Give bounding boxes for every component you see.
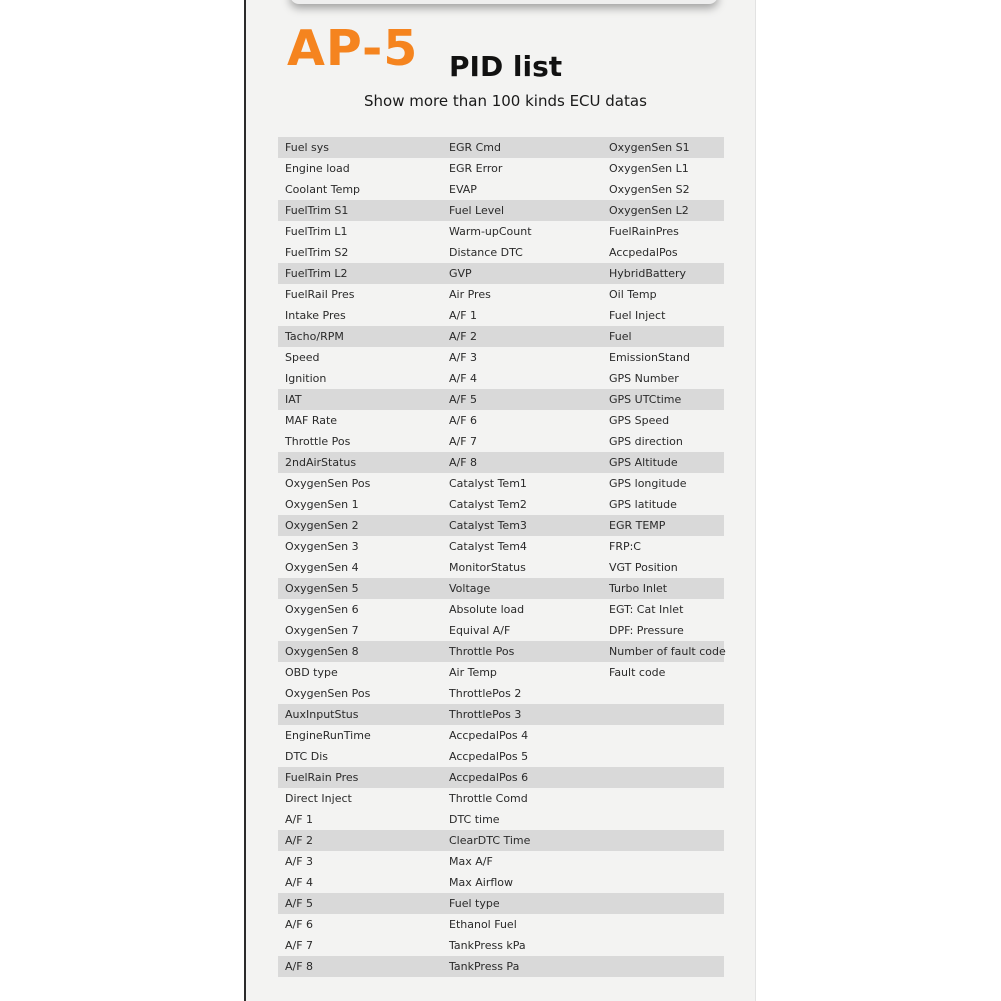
pid-cell-col1: A/F 1 (285, 813, 314, 826)
pid-cell-col3: OxygenSen S2 (609, 183, 690, 196)
pid-row (278, 452, 724, 473)
pid-row (278, 830, 724, 851)
pid-row (278, 221, 724, 242)
pid-cell-col2: Equival A/F (449, 624, 511, 637)
pid-cell-col2: A/F 3 (449, 351, 478, 364)
pid-cell-col1: FuelTrim L2 (285, 267, 348, 280)
pid-cell-col1: OxygenSen 5 (285, 582, 359, 595)
pid-row (278, 851, 724, 872)
pid-cell-col2: A/F 5 (449, 393, 478, 406)
pid-cell-col2: Voltage (449, 582, 491, 595)
pid-row (278, 284, 724, 305)
pid-cell-col2: AccpedalPos 5 (449, 750, 529, 763)
pid-cell-col3: GPS direction (609, 435, 683, 448)
pid-cell-col3: AccpedalPos (609, 246, 678, 259)
pid-cell-col1: OxygenSen 8 (285, 645, 359, 658)
pid-cell-col2: A/F 2 (449, 330, 478, 343)
pid-cell-col3: Turbo Inlet (609, 582, 668, 595)
page-title: PID list (449, 50, 563, 83)
pid-cell-col1: A/F 3 (285, 855, 314, 868)
pid-row (278, 137, 724, 158)
pid-cell-col1: OxygenSen 3 (285, 540, 359, 553)
pid-cell-col2: Air Temp (449, 666, 497, 679)
pid-row (278, 872, 724, 893)
pid-cell-col3: GPS latitude (609, 498, 677, 511)
pid-cell-col1: OxygenSen 2 (285, 519, 359, 532)
pid-cell-col1: FuelTrim S2 (285, 246, 349, 259)
pid-cell-col1: OxygenSen 1 (285, 498, 359, 511)
pid-row (278, 347, 724, 368)
pid-row (278, 704, 724, 725)
pid-row (278, 641, 724, 662)
pid-cell-col1: 2ndAirStatus (285, 456, 357, 469)
pid-cell-col2: Warm-upCount (449, 225, 532, 238)
pid-cell-col1: DTC Dis (285, 750, 328, 763)
pid-cell-col2: EGR Cmd (449, 141, 501, 154)
pid-cell-col2: AccpedalPos 6 (449, 771, 529, 784)
pid-cell-col3: OxygenSen S1 (609, 141, 690, 154)
pid-row (278, 305, 724, 326)
pid-cell-col2: Catalyst Tem3 (449, 519, 527, 532)
pid-cell-col2: ThrottlePos 3 (449, 708, 522, 721)
pid-cell-col1: FuelRail Pres (285, 288, 355, 301)
pid-cell-col3: HybridBattery (609, 267, 687, 280)
pid-cell-col1: FuelRain Pres (285, 771, 359, 784)
pid-row (278, 242, 724, 263)
pid-row (278, 200, 724, 221)
pid-row (278, 410, 724, 431)
pid-cell-col1: A/F 4 (285, 876, 314, 889)
pid-cell-col3: EGR TEMP (609, 519, 666, 532)
pid-cell-col2: AccpedalPos 4 (449, 729, 529, 742)
pid-cell-col3: EGT: Cat Inlet (609, 603, 684, 616)
pid-row (278, 536, 724, 557)
pid-row (278, 158, 724, 179)
pid-cell-col2: Throttle Comd (449, 792, 528, 805)
pid-cell-col2: Max Airflow (449, 876, 513, 889)
pid-cell-col1: A/F 7 (285, 939, 314, 952)
pid-cell-col2: GVP (449, 267, 472, 280)
pid-cell-col3: GPS longitude (609, 477, 687, 490)
pid-cell-col1: Engine load (285, 162, 350, 175)
pid-cell-col1: IAT (285, 393, 302, 406)
pid-cell-col1: A/F 5 (285, 897, 314, 910)
pid-cell-col3: EmissionStand (609, 351, 690, 364)
pid-cell-col3: OxygenSen L2 (609, 204, 689, 217)
pid-cell-col2: A/F 4 (449, 372, 478, 385)
pid-cell-col3: OxygenSen L1 (609, 162, 689, 175)
pid-cell-col2: A/F 8 (449, 456, 478, 469)
pid-cell-col2: MonitorStatus (449, 561, 526, 574)
pid-row (278, 956, 724, 977)
pid-cell-col1: Tacho/RPM (285, 330, 344, 343)
pid-cell-col1: A/F 8 (285, 960, 314, 973)
pid-cell-col2: DTC time (449, 813, 500, 826)
pid-cell-col3: Fault code (609, 666, 666, 679)
pid-row (278, 557, 724, 578)
pid-cell-col2: EVAP (449, 183, 477, 196)
pid-cell-col2: Catalyst Tem2 (449, 498, 527, 511)
pid-cell-col3: FuelRainPres (609, 225, 679, 238)
pid-cell-col3: Oil Temp (609, 288, 657, 301)
pid-cell-col2: A/F 6 (449, 414, 478, 427)
pid-cell-col1: OxygenSen Pos (285, 477, 371, 490)
pid-cell-col1: Ignition (285, 372, 327, 385)
page-subtitle: Show more than 100 kinds ECU datas (364, 92, 647, 110)
pid-cell-col1: A/F 2 (285, 834, 314, 847)
pid-cell-col3: Fuel Inject (609, 309, 666, 322)
pid-cell-col2: Fuel Level (449, 204, 505, 217)
pid-table (278, 137, 724, 977)
pid-cell-col1: Fuel sys (285, 141, 329, 154)
pid-cell-col1: OxygenSen Pos (285, 687, 371, 700)
pid-row (278, 914, 724, 935)
pid-row (278, 473, 724, 494)
pid-cell-col2: Catalyst Tem1 (449, 477, 527, 490)
pid-cell-col2: Fuel type (449, 897, 500, 910)
pid-cell-col3: DPF: Pressure (609, 624, 684, 637)
pid-cell-col2: Max A/F (449, 855, 493, 868)
pid-cell-col1: FuelTrim L1 (285, 225, 348, 238)
pid-cell-col1: Direct Inject (285, 792, 352, 805)
pid-row (278, 494, 724, 515)
pid-cell-col1: MAF Rate (285, 414, 338, 427)
pid-row (278, 599, 724, 620)
pid-cell-col2: ClearDTC Time (449, 834, 531, 847)
pid-cell-col2: EGR Error (449, 162, 503, 175)
pid-cell-col2: A/F 1 (449, 309, 478, 322)
pid-cell-col2: Catalyst Tem4 (449, 540, 527, 553)
brand-title: AP-5 (287, 20, 419, 77)
pid-row (278, 935, 724, 956)
pid-row (278, 746, 724, 767)
pid-row (278, 620, 724, 641)
pid-row (278, 179, 724, 200)
pid-cell-col1: OxygenSen 4 (285, 561, 359, 574)
pid-row (278, 368, 724, 389)
pid-row (278, 683, 724, 704)
pid-cell-col3: Number of fault code (609, 645, 726, 658)
pid-cell-col1: AuxInputStus (285, 708, 359, 721)
top-device-edge (290, 0, 718, 4)
pid-row (278, 767, 724, 788)
pid-row (278, 326, 724, 347)
pid-cell-col2: A/F 7 (449, 435, 478, 448)
pid-row (278, 809, 724, 830)
pid-cell-col2: Absolute load (449, 603, 525, 616)
pid-row (278, 389, 724, 410)
pid-cell-col2: Ethanol Fuel (449, 918, 517, 931)
pid-cell-col1: Speed (285, 351, 320, 364)
pid-cell-col1: A/F 6 (285, 918, 314, 931)
pid-row (278, 893, 724, 914)
pid-cell-col2: Air Pres (449, 288, 491, 301)
pid-cell-col2: Throttle Pos (449, 645, 515, 658)
pid-row (278, 263, 724, 284)
pid-cell-col1: EngineRunTime (285, 729, 371, 742)
pid-cell-col2: TankPress kPa (449, 939, 526, 952)
pid-row (278, 515, 724, 536)
pid-row (278, 578, 724, 599)
pid-cell-col1: Coolant Temp (285, 183, 361, 196)
pid-cell-col2: Distance DTC (449, 246, 523, 259)
pid-cell-col3: GPS Number (609, 372, 679, 385)
pid-row (278, 725, 724, 746)
pid-cell-col3: VGT Position (609, 561, 678, 574)
pid-row (278, 788, 724, 809)
pid-cell-col1: OxygenSen 6 (285, 603, 359, 616)
pid-cell-col3: GPS Speed (609, 414, 670, 427)
pid-cell-col1: FuelTrim S1 (285, 204, 349, 217)
pid-row (278, 662, 724, 683)
pid-cell-col1: Throttle Pos (285, 435, 351, 448)
pid-cell-col2: ThrottlePos 2 (449, 687, 522, 700)
pid-cell-col1: OxygenSen 7 (285, 624, 359, 637)
pid-cell-col3: FRP:C (609, 540, 641, 553)
pid-cell-col3: Fuel (609, 330, 632, 343)
pid-cell-col2: TankPress Pa (449, 960, 520, 973)
pid-cell-col1: Intake Pres (285, 309, 346, 322)
pid-row (278, 431, 724, 452)
pid-cell-col1: OBD type (285, 666, 338, 679)
pid-cell-col3: GPS Altitude (609, 456, 678, 469)
pid-cell-col3: GPS UTCtime (609, 393, 682, 406)
